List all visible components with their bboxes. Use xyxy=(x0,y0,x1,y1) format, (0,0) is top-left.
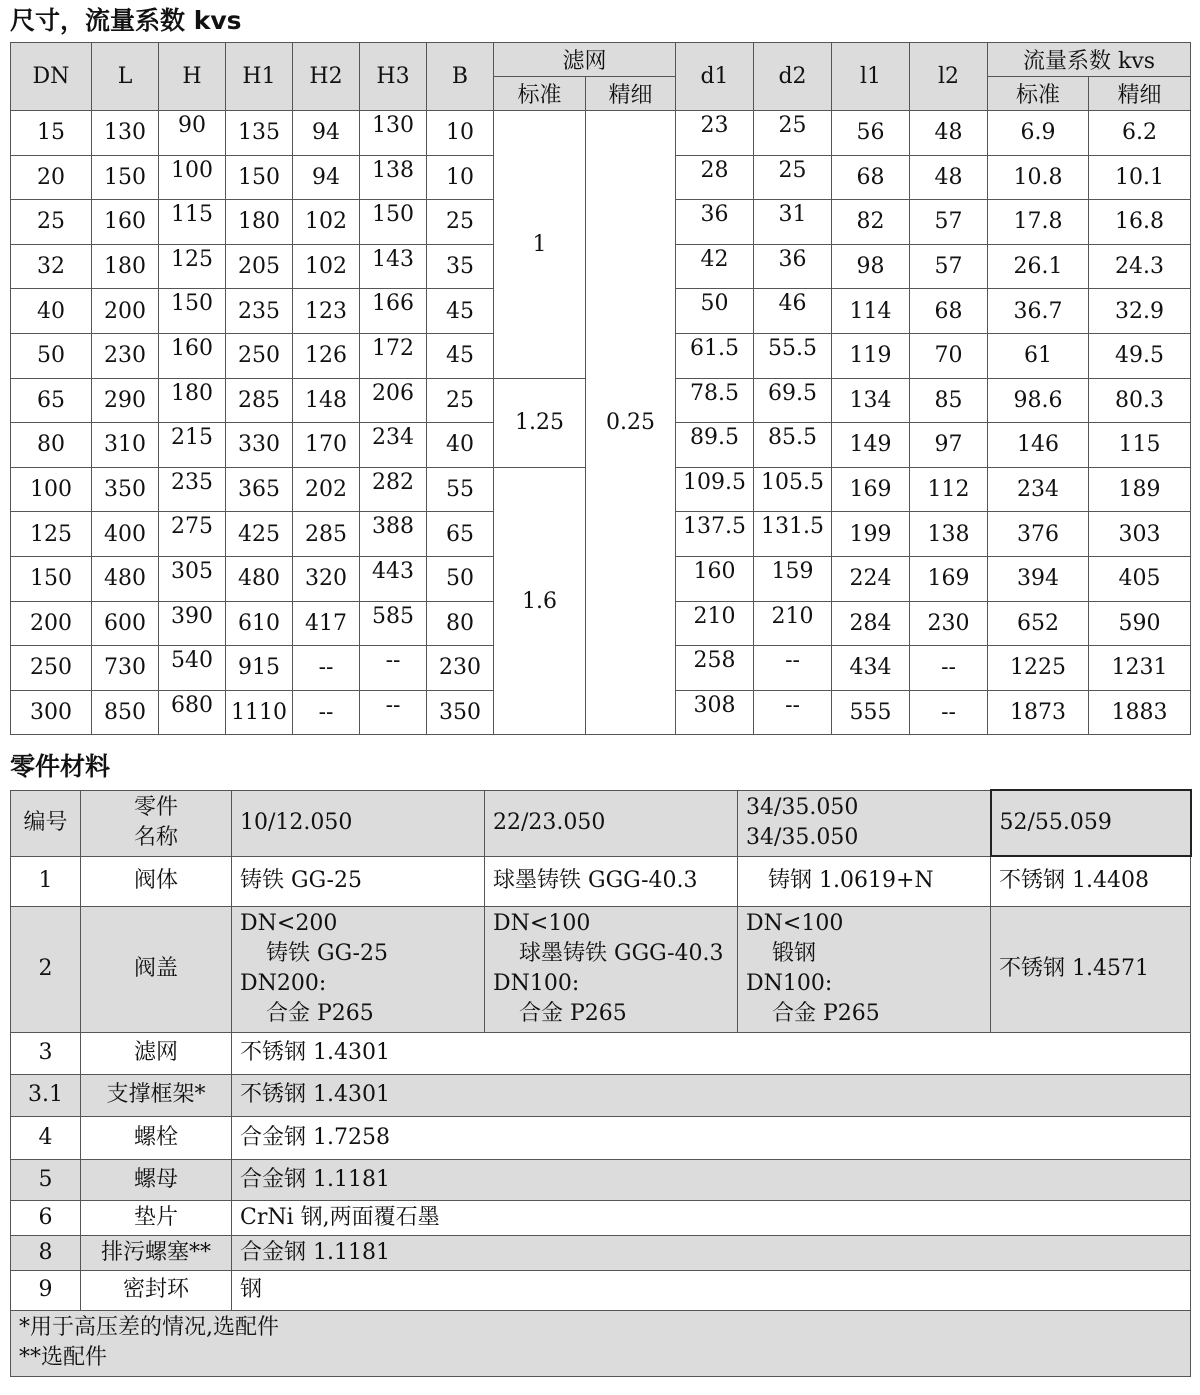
header-model-10-12: 10/12.050 xyxy=(232,790,485,856)
cell-h2: 126 xyxy=(293,333,360,378)
cell-l: 850 xyxy=(92,690,159,735)
cell-h1: 250 xyxy=(226,333,293,378)
cell-d1: 36 xyxy=(676,200,754,245)
cell-h: 115 xyxy=(159,200,226,245)
cell-dn: 80 xyxy=(11,423,92,468)
material-line: 合金 P265 xyxy=(266,1001,374,1026)
cell-dn: 50 xyxy=(11,333,92,378)
cell-b: 40 xyxy=(427,423,494,468)
part-number: 3 xyxy=(11,1032,81,1074)
cell-l: 600 xyxy=(92,601,159,646)
cell-h1: 135 xyxy=(226,111,293,156)
cell-h: 235 xyxy=(159,467,226,512)
cell-l: 480 xyxy=(92,556,159,601)
table-row xyxy=(11,1200,1191,1235)
cell-h3: 443 xyxy=(360,556,427,601)
cell-h3: 388 xyxy=(360,512,427,557)
material-line: DN100: xyxy=(493,971,580,996)
cell-h3: 143 xyxy=(360,244,427,289)
cell-l2: 85 xyxy=(910,378,988,423)
cell-l1: 434 xyxy=(832,646,910,691)
note-line: *用于高压差的情况,选配件 xyxy=(19,1315,279,1340)
cell-l: 230 xyxy=(92,333,159,378)
cell-h1: 365 xyxy=(226,467,293,512)
part-name: 滤网 xyxy=(81,1032,232,1074)
cell-l1: 56 xyxy=(832,111,910,156)
cell-h: 90 xyxy=(159,111,226,156)
cell-d2: 210 xyxy=(754,601,832,646)
cell-h1: 235 xyxy=(226,289,293,334)
table-row xyxy=(11,1270,1191,1310)
cell-h2: -- xyxy=(293,646,360,691)
cell-l1: 114 xyxy=(832,289,910,334)
cell-h1: 480 xyxy=(226,556,293,601)
header-kvs-fine: 精细 xyxy=(1089,77,1191,111)
cell-l: 150 xyxy=(92,155,159,200)
material-cell: 不锈钢 1.4571 xyxy=(991,906,1191,1032)
cell-d1: 308 xyxy=(676,690,754,735)
cell-d1: 89.5 xyxy=(676,423,754,468)
material-line: DN<100 xyxy=(746,911,844,936)
cell-d2: 36 xyxy=(754,244,832,289)
cell-d1: 28 xyxy=(676,155,754,200)
cell-h1: 425 xyxy=(226,512,293,557)
cell-l2: 57 xyxy=(910,200,988,245)
cell-l: 160 xyxy=(92,200,159,245)
header-kvs: 流量系数 kvs xyxy=(988,43,1191,77)
materials-common-rows xyxy=(11,1032,1191,1310)
cell-l2: 68 xyxy=(910,289,988,334)
cell-kvs-std: 652 xyxy=(988,601,1089,646)
cell-dn: 125 xyxy=(11,512,92,557)
cell-b: 25 xyxy=(427,378,494,423)
cell-d1: 23 xyxy=(676,111,754,156)
cell-l2: 169 xyxy=(910,556,988,601)
part-name: 阀盖 xyxy=(81,906,232,1032)
material-cell: CrNi 钢,两面覆石墨 xyxy=(232,1200,1191,1235)
part-number: 3.1 xyxy=(11,1074,81,1116)
cell-h2: 285 xyxy=(293,512,360,557)
material-cell: 铸钢 1.0619+N xyxy=(738,856,991,906)
cell-h2: 102 xyxy=(293,200,360,245)
material-line: 球墨铸铁 GGG-40.3 xyxy=(519,941,724,966)
header-d2: d2 xyxy=(754,43,832,111)
cell-d2: 55.5 xyxy=(754,333,832,378)
header-h3: H3 xyxy=(360,43,427,111)
screen-standard-cell: 1.6 xyxy=(494,467,586,735)
cell-h1: 610 xyxy=(226,601,293,646)
cell-l2: 97 xyxy=(910,423,988,468)
cell-h2: 102 xyxy=(293,244,360,289)
part-name: 螺母 xyxy=(81,1159,232,1200)
cell-dn: 200 xyxy=(11,601,92,646)
cell-h1: 285 xyxy=(226,378,293,423)
cell-d2: -- xyxy=(754,646,832,691)
cell-dn: 100 xyxy=(11,467,92,512)
material-cell: 合金钢 1.7258 xyxy=(232,1116,1191,1159)
cell-dn: 15 xyxy=(11,111,92,156)
header-h: H xyxy=(159,43,226,111)
cell-kvs-std: 234 xyxy=(988,467,1089,512)
cell-kvs-std: 146 xyxy=(988,423,1089,468)
cell-b: 55 xyxy=(427,467,494,512)
cell-h2: 417 xyxy=(293,601,360,646)
cell-h: 305 xyxy=(159,556,226,601)
materials-row-cover xyxy=(11,906,1191,1032)
header-l2: l2 xyxy=(910,43,988,111)
header-part-name xyxy=(81,790,232,856)
cell-h1: 205 xyxy=(226,244,293,289)
cell-h2: 202 xyxy=(293,467,360,512)
cell-h3: 206 xyxy=(360,378,427,423)
cell-d2: 85.5 xyxy=(754,423,832,468)
part-name: 支撑框架* xyxy=(81,1074,232,1116)
cell-h3: 172 xyxy=(360,333,427,378)
cell-d2: 25 xyxy=(754,111,832,156)
cell-l1: 555 xyxy=(832,690,910,735)
cell-h: 275 xyxy=(159,512,226,557)
cell-h3: 282 xyxy=(360,467,427,512)
cell-dn: 65 xyxy=(11,378,92,423)
cell-kvs-fine: 1231 xyxy=(1089,646,1191,691)
notes-cell xyxy=(11,1310,1191,1376)
cell-h3: 130 xyxy=(360,111,427,156)
part-number: 1 xyxy=(11,856,81,906)
materials-row-body xyxy=(11,856,1191,906)
material-line: 合金 P265 xyxy=(519,1001,627,1026)
table-row xyxy=(11,1116,1191,1159)
cell-dn: 300 xyxy=(11,690,92,735)
header-l: L xyxy=(92,43,159,111)
cell-dn: 150 xyxy=(11,556,92,601)
dimensions-body xyxy=(11,111,1191,735)
header-screen-fine: 精细 xyxy=(586,77,676,111)
cell-h2: 94 xyxy=(293,111,360,156)
dimensions-table xyxy=(10,42,1191,735)
cell-h: 215 xyxy=(159,423,226,468)
cell-d2: 31 xyxy=(754,200,832,245)
screen-fine-cell: 0.25 xyxy=(586,111,676,735)
cell-l2: 48 xyxy=(910,155,988,200)
cell-b: 50 xyxy=(427,556,494,601)
cell-d2: 46 xyxy=(754,289,832,334)
header-b: B xyxy=(427,43,494,111)
material-cell: 不锈钢 1.4301 xyxy=(232,1074,1191,1116)
materials-table xyxy=(10,789,1192,1377)
cell-kvs-std: 6.9 xyxy=(988,111,1089,156)
header-part-name-line2: 名称 xyxy=(133,825,178,850)
note-line: **选配件 xyxy=(19,1345,108,1370)
header-d1: d1 xyxy=(676,43,754,111)
dimensions-title: 尺寸，流量系数 kvs xyxy=(10,6,242,35)
cell-kvs-std: 98.6 xyxy=(988,378,1089,423)
material-line: DN<200 xyxy=(240,911,338,936)
cell-kvs-std: 1225 xyxy=(988,646,1089,691)
header-model-34-35-line1: 34/35.050 xyxy=(746,795,859,820)
cell-kvs-fine: 115 xyxy=(1089,423,1191,468)
header-screen: 滤网 xyxy=(494,43,676,77)
cell-d2: 25 xyxy=(754,155,832,200)
dimensions-header-row xyxy=(11,43,1191,77)
cell-dn: 20 xyxy=(11,155,92,200)
material-line: DN<100 xyxy=(493,911,591,936)
material-line: 合金 P265 xyxy=(772,1001,880,1026)
cell-h3: 166 xyxy=(360,289,427,334)
material-line: DN100: xyxy=(746,971,833,996)
materials-notes-row xyxy=(11,1310,1191,1376)
header-screen-standard: 标准 xyxy=(494,77,586,111)
material-line: 铸铁 GG-25 xyxy=(266,941,388,966)
table-row xyxy=(11,1235,1191,1270)
cell-h1: 330 xyxy=(226,423,293,468)
header-l1: l1 xyxy=(832,43,910,111)
part-number: 4 xyxy=(11,1116,81,1159)
cell-d1: 50 xyxy=(676,289,754,334)
cell-h3: 585 xyxy=(360,601,427,646)
material-cell: 铸铁 GG-25 xyxy=(232,856,485,906)
cell-h3: 150 xyxy=(360,200,427,245)
material-cell: 合金钢 1.1181 xyxy=(232,1235,1191,1270)
part-number: 6 xyxy=(11,1200,81,1235)
material-cell xyxy=(738,906,991,1032)
header-h2: H2 xyxy=(293,43,360,111)
cell-d1: 258 xyxy=(676,646,754,691)
cell-kvs-std: 26.1 xyxy=(988,244,1089,289)
header-model-34-35 xyxy=(738,790,991,856)
cell-h: 680 xyxy=(159,690,226,735)
cell-d2: 105.5 xyxy=(754,467,832,512)
material-cell xyxy=(485,906,738,1032)
cell-l2: 57 xyxy=(910,244,988,289)
part-number: 5 xyxy=(11,1159,81,1200)
cell-d2: 69.5 xyxy=(754,378,832,423)
part-name: 密封环 xyxy=(81,1270,232,1310)
cell-l1: 169 xyxy=(832,467,910,512)
cell-l: 180 xyxy=(92,244,159,289)
cell-kvs-std: 61 xyxy=(988,333,1089,378)
materials-title: 零件材料 xyxy=(10,752,111,781)
cell-h1: 150 xyxy=(226,155,293,200)
cell-h: 390 xyxy=(159,601,226,646)
table-row xyxy=(11,1074,1191,1116)
screen-standard-cell: 1.25 xyxy=(494,378,586,467)
cell-kvs-std: 1873 xyxy=(988,690,1089,735)
header-dn: DN xyxy=(11,43,92,111)
cell-b: 230 xyxy=(427,646,494,691)
cell-h: 125 xyxy=(159,244,226,289)
screen-standard-cell: 1 xyxy=(494,111,586,379)
cell-h: 150 xyxy=(159,289,226,334)
cell-h1: 1110 xyxy=(226,690,293,735)
cell-l1: 82 xyxy=(832,200,910,245)
cell-l2: 138 xyxy=(910,512,988,557)
part-name: 垫片 xyxy=(81,1200,232,1235)
materials-header-row xyxy=(11,790,1191,856)
cell-h3: 138 xyxy=(360,155,427,200)
header-part-name-line1: 零件 xyxy=(133,795,178,820)
part-name: 排污螺塞** xyxy=(81,1235,232,1270)
cell-h3: -- xyxy=(360,646,427,691)
cell-h2: 148 xyxy=(293,378,360,423)
cell-kvs-fine: 24.3 xyxy=(1089,244,1191,289)
cell-h2: 94 xyxy=(293,155,360,200)
cell-l1: 199 xyxy=(832,512,910,557)
header-h1: H1 xyxy=(226,43,293,111)
cell-d1: 210 xyxy=(676,601,754,646)
cell-d1: 137.5 xyxy=(676,512,754,557)
cell-b: 10 xyxy=(427,155,494,200)
cell-b: 45 xyxy=(427,289,494,334)
cell-d1: 61.5 xyxy=(676,333,754,378)
cell-h: 540 xyxy=(159,646,226,691)
cell-kvs-std: 17.8 xyxy=(988,200,1089,245)
part-number: 9 xyxy=(11,1270,81,1310)
cell-l2: 112 xyxy=(910,467,988,512)
table-row xyxy=(11,1032,1191,1074)
cell-h: 180 xyxy=(159,378,226,423)
cell-b: 25 xyxy=(427,200,494,245)
cell-l2: -- xyxy=(910,690,988,735)
cell-l2: 48 xyxy=(910,111,988,156)
cell-l: 290 xyxy=(92,378,159,423)
cell-l2: 70 xyxy=(910,333,988,378)
cell-dn: 32 xyxy=(11,244,92,289)
material-cell: 钢 xyxy=(232,1270,1191,1310)
cell-l: 130 xyxy=(92,111,159,156)
cell-l1: 98 xyxy=(832,244,910,289)
cell-kvs-fine: 6.2 xyxy=(1089,111,1191,156)
material-cell: 不锈钢 1.4408 xyxy=(991,856,1191,906)
cell-h3: -- xyxy=(360,690,427,735)
material-cell: 球墨铸铁 GGG-40.3 xyxy=(485,856,738,906)
cell-h2: -- xyxy=(293,690,360,735)
cell-d2: 131.5 xyxy=(754,512,832,557)
material-cell xyxy=(232,906,485,1032)
table-row xyxy=(11,111,1191,156)
material-line: DN200: xyxy=(240,971,327,996)
cell-kvs-fine: 10.1 xyxy=(1089,155,1191,200)
cell-h3: 234 xyxy=(360,423,427,468)
cell-kvs-std: 394 xyxy=(988,556,1089,601)
cell-dn: 250 xyxy=(11,646,92,691)
cell-kvs-fine: 1883 xyxy=(1089,690,1191,735)
cell-d1: 42 xyxy=(676,244,754,289)
cell-h: 160 xyxy=(159,333,226,378)
cell-h2: 123 xyxy=(293,289,360,334)
table-row xyxy=(11,1159,1191,1200)
header-part-number: 编号 xyxy=(11,790,81,856)
cell-kvs-std: 36.7 xyxy=(988,289,1089,334)
cell-l1: 119 xyxy=(832,333,910,378)
cell-b: 80 xyxy=(427,601,494,646)
cell-h: 100 xyxy=(159,155,226,200)
cell-kvs-fine: 80.3 xyxy=(1089,378,1191,423)
cell-l1: 134 xyxy=(832,378,910,423)
cell-h1: 915 xyxy=(226,646,293,691)
cell-kvs-fine: 16.8 xyxy=(1089,200,1191,245)
cell-l1: 284 xyxy=(832,601,910,646)
header-model-22-23: 22/23.050 xyxy=(485,790,738,856)
cell-kvs-fine: 32.9 xyxy=(1089,289,1191,334)
header-model-34-35-line2: 34/35.050 xyxy=(746,825,859,850)
cell-l1: 68 xyxy=(832,155,910,200)
cell-kvs-fine: 590 xyxy=(1089,601,1191,646)
cell-l: 730 xyxy=(92,646,159,691)
cell-l2: 230 xyxy=(910,601,988,646)
header-model-52-55: 52/55.059 xyxy=(991,790,1191,856)
header-kvs-standard: 标准 xyxy=(988,77,1089,111)
cell-d1: 109.5 xyxy=(676,467,754,512)
cell-l1: 224 xyxy=(832,556,910,601)
cell-kvs-fine: 189 xyxy=(1089,467,1191,512)
cell-b: 10 xyxy=(427,111,494,156)
cell-l1: 149 xyxy=(832,423,910,468)
cell-kvs-std: 376 xyxy=(988,512,1089,557)
cell-l2: -- xyxy=(910,646,988,691)
cell-d1: 78.5 xyxy=(676,378,754,423)
cell-l: 310 xyxy=(92,423,159,468)
material-line: 锻钢 xyxy=(772,941,817,966)
cell-dn: 25 xyxy=(11,200,92,245)
cell-kvs-std: 10.8 xyxy=(988,155,1089,200)
cell-kvs-fine: 49.5 xyxy=(1089,333,1191,378)
cell-d2: -- xyxy=(754,690,832,735)
cell-b: 65 xyxy=(427,512,494,557)
material-cell: 合金钢 1.1181 xyxy=(232,1159,1191,1200)
cell-l: 400 xyxy=(92,512,159,557)
cell-l: 350 xyxy=(92,467,159,512)
cell-kvs-fine: 303 xyxy=(1089,512,1191,557)
cell-b: 350 xyxy=(427,690,494,735)
cell-d2: 159 xyxy=(754,556,832,601)
material-cell: 不锈钢 1.4301 xyxy=(232,1032,1191,1074)
part-name: 阀体 xyxy=(81,856,232,906)
cell-d1: 160 xyxy=(676,556,754,601)
cell-l: 200 xyxy=(92,289,159,334)
cell-kvs-fine: 405 xyxy=(1089,556,1191,601)
cell-h2: 170 xyxy=(293,423,360,468)
cell-b: 45 xyxy=(427,333,494,378)
part-name: 螺栓 xyxy=(81,1116,232,1159)
part-number: 2 xyxy=(11,906,81,1032)
cell-h2: 320 xyxy=(293,556,360,601)
cell-h1: 180 xyxy=(226,200,293,245)
cell-dn: 40 xyxy=(11,289,92,334)
cell-b: 35 xyxy=(427,244,494,289)
part-number: 8 xyxy=(11,1235,81,1270)
